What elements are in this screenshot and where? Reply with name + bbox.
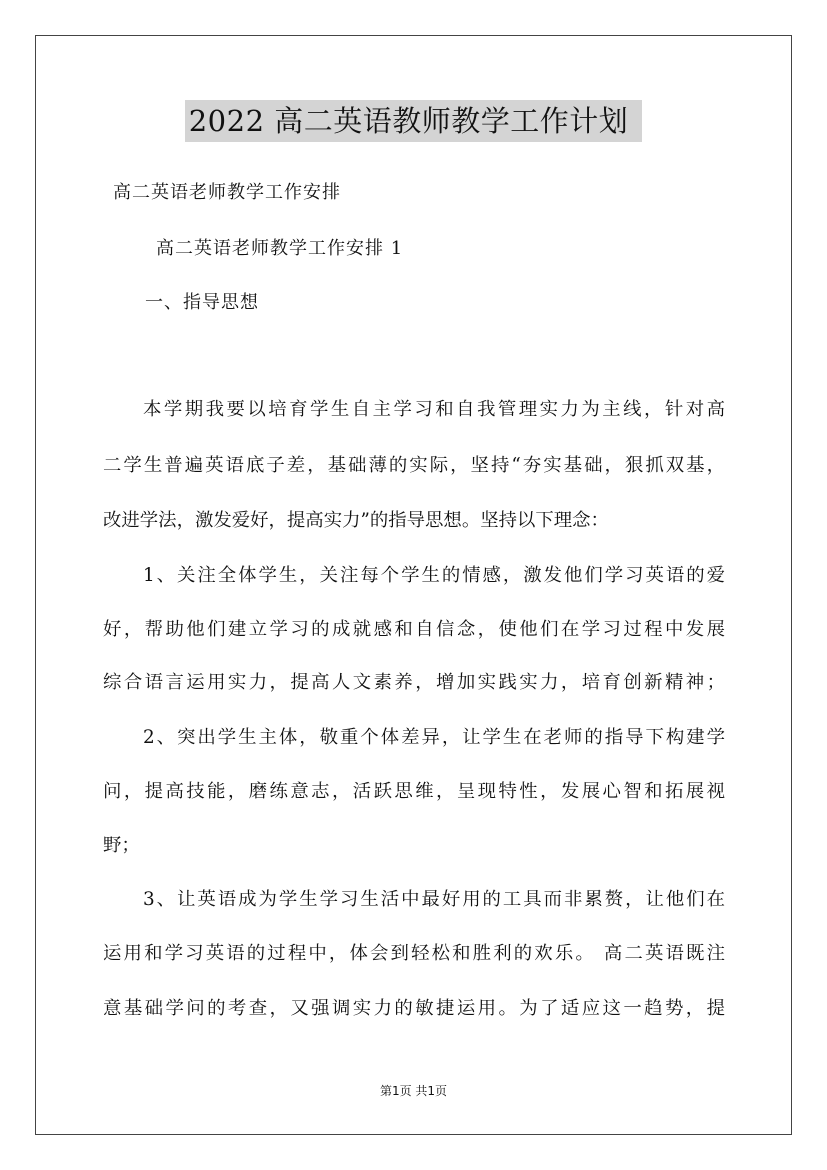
paragraph-3-line-1: 2、突出学生主体，敬重个体差异，让学生在老师的指导下构建学: [143, 727, 725, 748]
paragraph-2-line-1: 1、关注全体学生，关注每个学生的情感，激发他们学习英语的爱: [143, 565, 725, 586]
paragraph-2-line-2: 好，帮助他们建立学习的成就感和自信念，使他们在学习过程中发展: [103, 619, 725, 640]
part-heading: 一、指导思想: [145, 292, 259, 313]
page-footer: 第1页 共1页: [379, 1084, 448, 1098]
title-container: [0, 100, 827, 142]
document-subtitle: 高二英语老师教学工作安排: [113, 182, 341, 203]
paragraph-1-line-2: 二学生普遍英语底子差，基础薄的实际，坚持“夯实基础，狠抓双基，: [103, 455, 725, 476]
paragraph-4-line-1: 3、让英语成为学生学习生活中最好用的工具而非累赘，让他们在: [143, 889, 725, 910]
section-heading: 高二英语老师教学工作安排 1: [156, 238, 404, 259]
paragraph-1-line-1: 本学期我要以培育学生自主学习和自我管理实力为主线，针对高: [143, 399, 725, 420]
document-title: 2022 高二英语教师教学工作计划: [185, 100, 643, 142]
paragraph-4-line-2: 运用和学习英语的过程中，体会到轻松和胜利的欢乐。 高二英语既注: [103, 943, 725, 964]
paragraph-4-line-3: 意基础学问的考查，又强调实力的敏捷运用。为了适应这一趋势，提: [103, 998, 725, 1019]
paragraph-1-line-3: 改进学法，激发爱好，提高实力”的指导思想。坚持以下理念：: [103, 510, 609, 531]
paragraph-3-line-2: 问，提高技能，磨练意志，活跃思维，呈现特性，发展心智和拓展视: [103, 781, 725, 802]
paragraph-2-line-3: 综合语言运用实力，提高人文素养，增加实践实力，培育创新精神；: [103, 672, 725, 693]
paragraph-3-line-3: 野；: [103, 835, 140, 856]
